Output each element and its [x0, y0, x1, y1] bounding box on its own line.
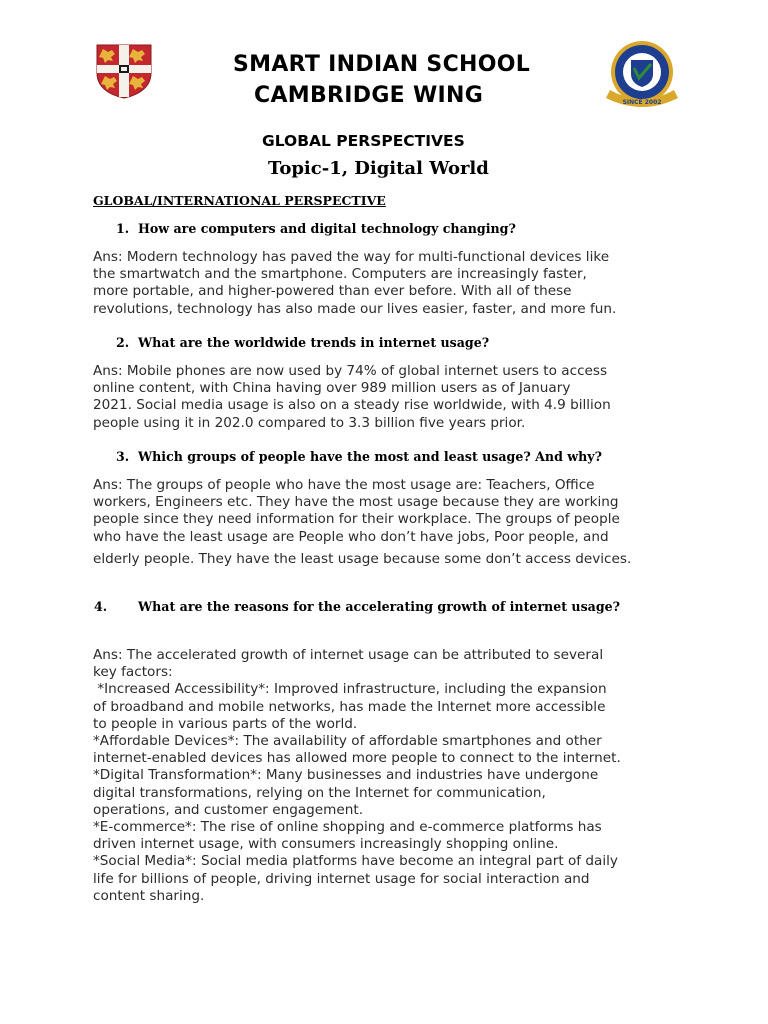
answer-line: who have the least usage are People who don’t have jobs, Poor people, and [93, 528, 609, 545]
section-heading: GLOBAL/INTERNATIONAL PERSPECTIVE [93, 193, 386, 208]
answer-line: online content, with China having over 989 million users as of January [93, 380, 571, 397]
answer-4 [93, 647, 683, 905]
answer-line: Ans: The accelerated growth of internet usage can be attributed to several [93, 647, 604, 663]
question-1 [116, 219, 676, 238]
cambridge-crest-logo [95, 43, 153, 99]
answer-line: the smartwatch and the smartphone. Computers are increasingly faster, [93, 266, 587, 283]
topic-title: Topic-1, Digital World [268, 158, 489, 179]
question-4 [94, 597, 668, 616]
emblem-ribbon-text: SINCE 2002 [622, 99, 662, 106]
question-number: 4. [94, 599, 108, 614]
subject-title: GLOBAL PERSPECTIVES [262, 132, 465, 150]
answer-line: operations, and customer engagement. [93, 801, 364, 818]
answer-line: *Social Media*: Social media platforms have become an integral part of daily [93, 853, 618, 870]
question-number: 2. [116, 335, 130, 350]
question-3 [116, 447, 676, 466]
question-number: 3. [116, 449, 130, 464]
answer-line: key factors: [93, 664, 173, 681]
answer-line: Ans: Mobile phones are now used by 74% of global internet users to access [93, 363, 608, 379]
school-name-line2: CAMBRIDGE WING [254, 83, 484, 108]
answer-line: life for billions of people, driving internet usage for social interaction and [93, 870, 590, 887]
answer-line: elderly people. They have the least usage because some don’t access devices. [93, 550, 632, 567]
answer-line: *Digital Transformation*: Many businesses and industries have undergone [93, 767, 599, 784]
answer-line: 2021. Social media usage is also on a steady rise worldwide, with 4.9 billion [93, 397, 611, 414]
answer-1 [93, 249, 683, 318]
answer-line: of broadband and mobile networks, has made the Internet more accessible [93, 698, 606, 715]
question-text: How are computers and digital technology changing? [138, 221, 516, 236]
question-text: What are the worldwide trends in internet usage? [138, 335, 490, 350]
school-name-line1: SMART INDIAN SCHOOL [233, 52, 531, 77]
answer-line: to people in various parts of the world. [93, 715, 358, 732]
answer-line: driven internet usage, with consumers increasingly shopping online. [93, 836, 559, 853]
answer-2 [93, 363, 683, 432]
answer-line: Ans: The groups of people who have the most usage are: Teachers, Office [93, 477, 595, 493]
answer-line: *Increased Accessibility*: Improved infrastructure, including the expansion [93, 681, 607, 698]
answer-line: *Affordable Devices*: The availability of affordable smartphones and other [93, 733, 602, 750]
answer-3 [93, 477, 683, 568]
answer-line: more portable, and higher-powered than ever before. With all of these [93, 283, 572, 300]
answer-line: people using it in 202.0 compared to 3.3 billion five years prior. [93, 414, 526, 431]
answer-line: revolutions, technology has also made our lives easier, faster, and more fun. [93, 300, 617, 317]
answer-line: internet-enabled devices has allowed more people to connect to the internet. [93, 750, 621, 767]
answer-line: digital transformations, relying on the Internet for communication, [93, 784, 546, 801]
answer-line: Ans: Modern technology has paved the way for multi-functional devices like [93, 249, 610, 265]
question-number: 1. [116, 221, 130, 236]
answer-line: *E-commerce*: The rise of online shopping and e-commerce platforms has [93, 819, 602, 836]
question-2 [116, 333, 676, 352]
answer-line: workers, Engineers etc. They have the most usage because they are working [93, 494, 619, 511]
answer-line: people since they need information for their workplace. The groups of people [93, 511, 620, 528]
question-text: Which groups of people have the most and least usage? And why? [138, 449, 602, 464]
question-text: What are the reasons for the accelerating growth of internet usage? [138, 599, 621, 614]
answer-line: content sharing. [93, 887, 205, 904]
